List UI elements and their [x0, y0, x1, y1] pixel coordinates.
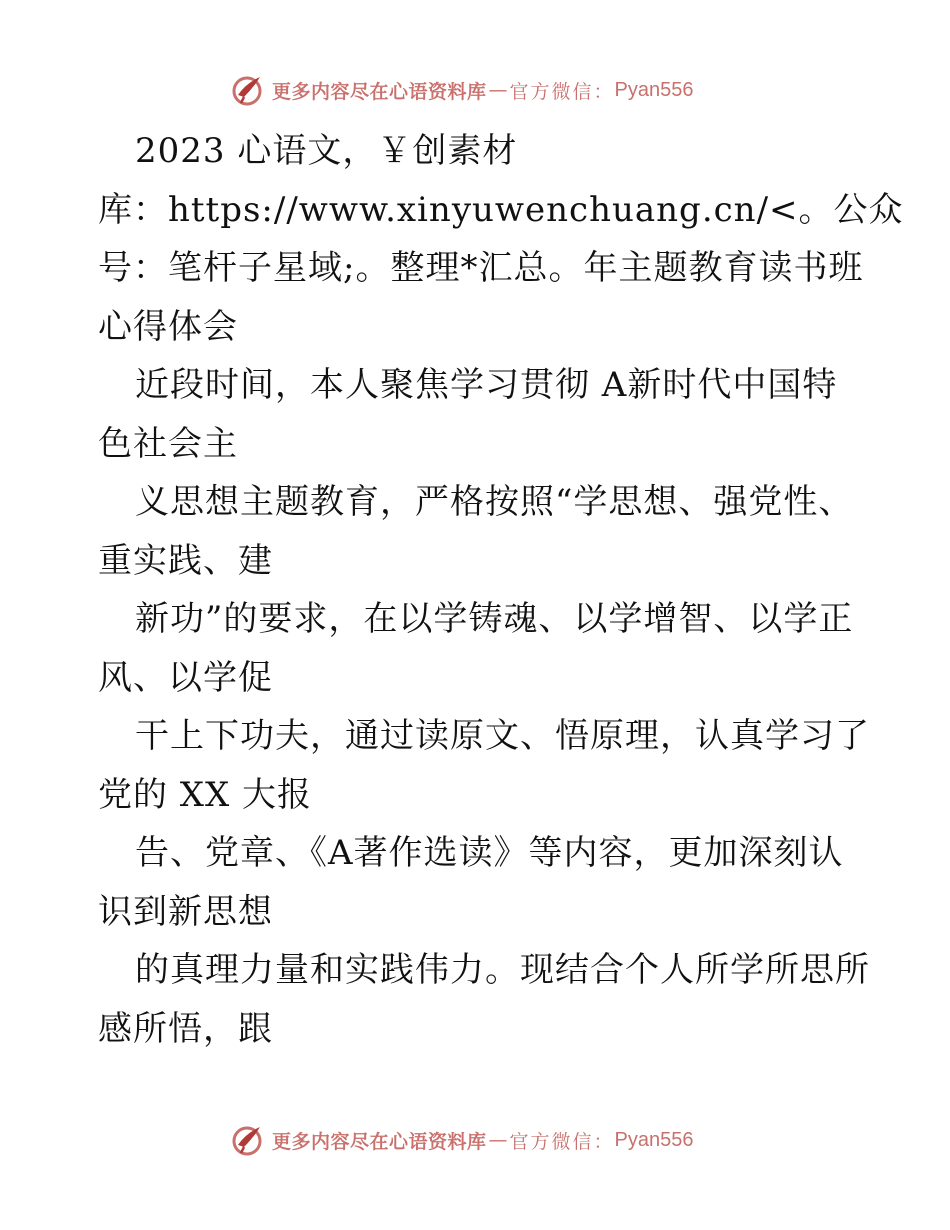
body-line: 新功”的要求，在以学铸魂、以学增智、以学正: [135, 599, 854, 639]
body-line: 识到新思想: [98, 891, 273, 932]
body-line: 感所悟，跟: [98, 1008, 273, 1049]
banner-wechat-label: 官方微信：: [509, 80, 615, 103]
header-banner: [232, 70, 694, 110]
footer-banner: [232, 1120, 694, 1160]
body-line: 近段时间，本人聚焦学习贯彻 A新时代中国特: [135, 365, 838, 405]
body-line: 重实践、建: [98, 540, 273, 581]
body-line: 党的 XX 大报: [98, 774, 313, 815]
pen-logo-icon: [232, 1123, 266, 1157]
body-line: 干上下功夫，通过读原文、悟原理，认真学习了: [135, 716, 870, 756]
banner-wechat-label: 官方微信：: [509, 1130, 615, 1153]
body-line: 心得体会: [98, 306, 238, 347]
body-line: 2023 心语文，￥创素材: [135, 131, 518, 171]
body-line: 风、以学促: [98, 657, 273, 698]
banner-main-text: 更多内容尽在心语资料库: [272, 80, 487, 103]
banner-wechat-id: Pyan556: [614, 78, 694, 101]
body-line: 义思想主题教育，严格按照“学思想、强党性、: [135, 482, 854, 522]
banner-main-text: 更多内容尽在心语资料库: [272, 1130, 487, 1153]
banner-dash: —: [488, 79, 508, 101]
document-body: [98, 122, 904, 1058]
body-line: 的真理力量和实践伟力。现结合个人所学所思所: [135, 950, 870, 990]
body-line: 号：笔杆子星域;。整理*汇总。年主题教育读书班: [98, 248, 864, 288]
body-line: 库：https://www.xinyuwenchuang.cn/<。公众: [98, 189, 904, 230]
body-line: 告、党章、《A著作选读》等内容，更加深刻认: [135, 833, 844, 873]
body-line: 色社会主: [98, 423, 238, 464]
pen-logo-icon: [232, 73, 266, 107]
banner-wechat-id: Pyan556: [614, 1128, 694, 1151]
banner-dash: —: [488, 1129, 508, 1151]
